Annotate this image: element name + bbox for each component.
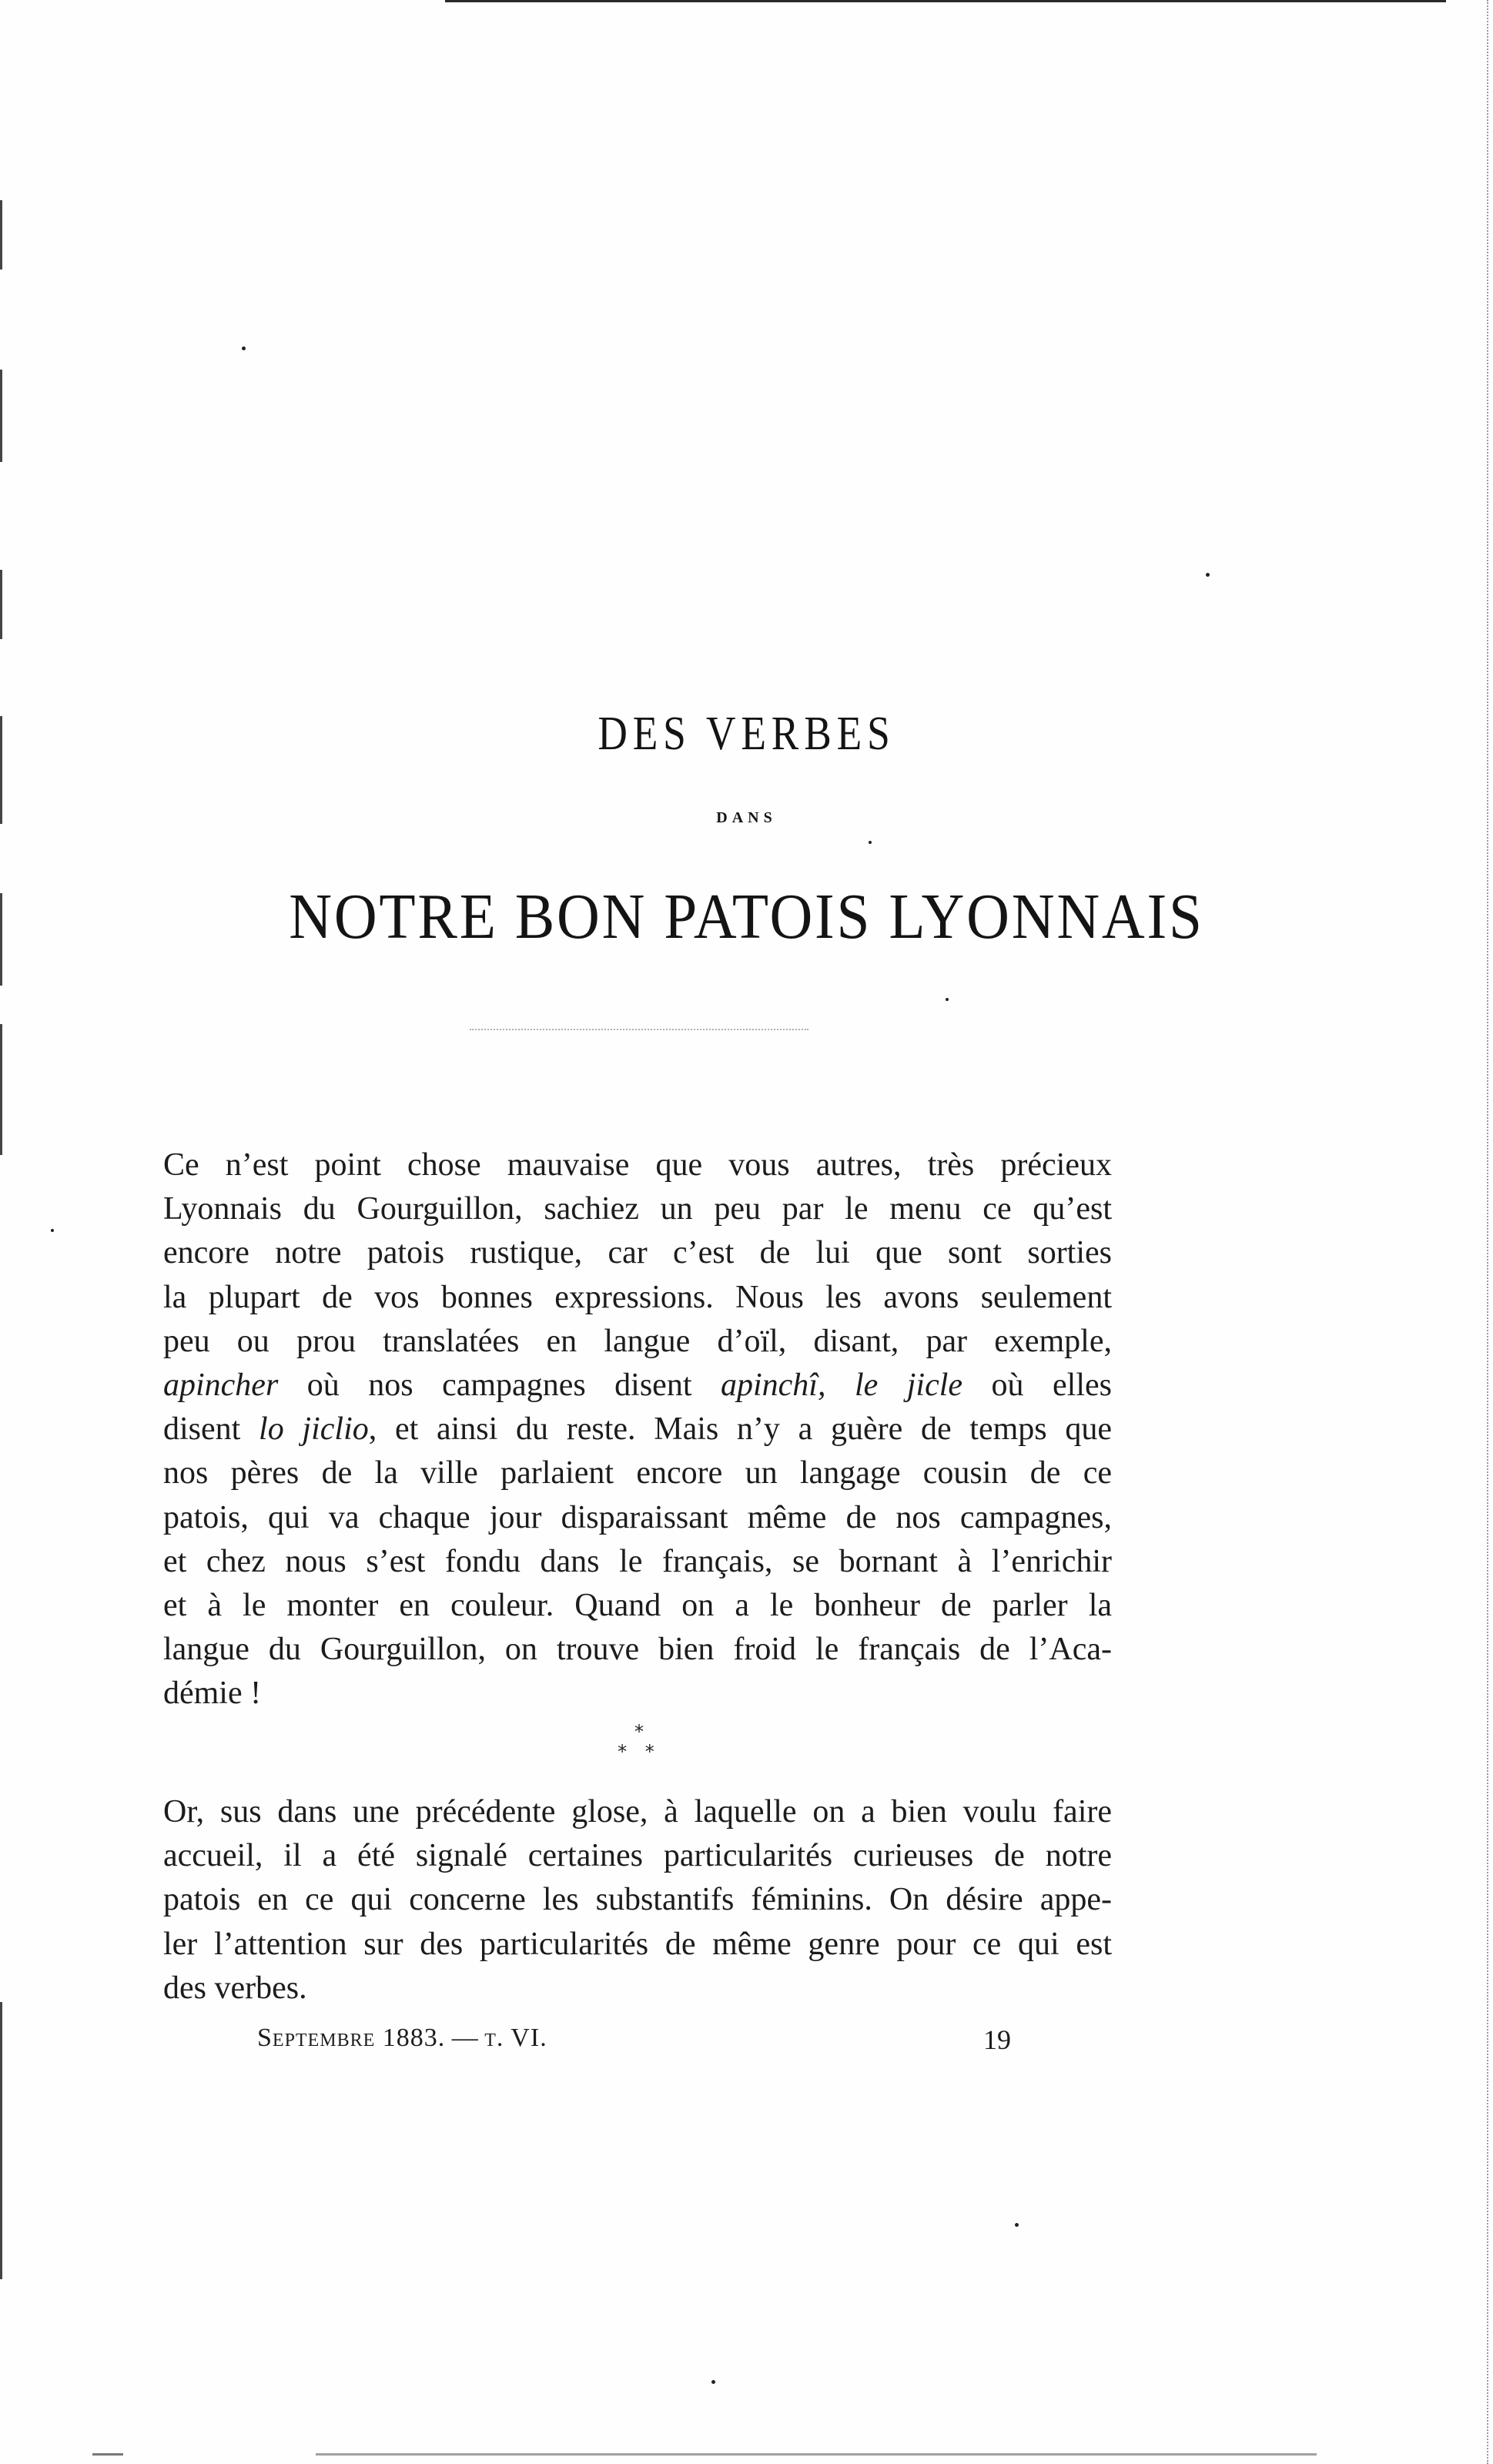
- text-fragment: disent: [163, 1411, 259, 1448]
- scan-left-edge-mark: [0, 370, 2, 462]
- footer-dash: —: [445, 2024, 485, 2052]
- scan-speck: [711, 2380, 715, 2384]
- text-fragment: où elles: [962, 1367, 1113, 1403]
- scan-speck: [242, 346, 246, 350]
- footer-volume: t. VI.: [484, 2024, 547, 2052]
- text-line: la plupart de vos bonnes expressions. Nous les avons seulement: [163, 1279, 1112, 1315]
- text-line: nos pères de la ville parlaient encore un langage cousin de ce: [163, 1455, 1112, 1491]
- scan-speck: [1206, 573, 1210, 577]
- italic-term: apinchî, le jicle: [721, 1367, 963, 1403]
- scan-faint-dots: [470, 1029, 808, 1032]
- text-line: patois, qui va chaque jour disparaissant même de nos campagnes,: [163, 1499, 1112, 1535]
- text-line: démie !: [163, 1676, 262, 1712]
- italic-term: lo jiclio: [259, 1411, 369, 1448]
- scan-left-edge-mark: [0, 200, 2, 270]
- page-number: 19: [983, 2024, 1011, 2055]
- text-line: [163, 1408, 1112, 1451]
- asterism-top: *: [634, 1721, 644, 1743]
- italic-term: apincher: [163, 1367, 279, 1403]
- scan-speck: [946, 998, 949, 1001]
- text-line: Ce n’est point chose mauvaise que vous autres, très précieux: [163, 1147, 1112, 1183]
- text-line: et à le monter en couleur. Quand on a le bonheur de parler la: [163, 1587, 1112, 1623]
- text-line: accueil, il a été signalé certaines particularités curieuses de notre: [163, 1838, 1112, 1874]
- text-line: [163, 1364, 1112, 1408]
- paragraph-1: [163, 1143, 1112, 1716]
- text-line: Or, sus dans une précédente glose, à laquelle on a bien voulu faire: [163, 1794, 1112, 1830]
- paragraph-2: [163, 1790, 1112, 2010]
- heading-des-verbes: DES VERBES: [598, 708, 895, 760]
- text-line: patois en ce qui concerne les substantifs féminins. On désire appe-: [163, 1882, 1112, 1918]
- scan-right-edge: [1485, 0, 1488, 2464]
- scan-left-edge-mark: [0, 2002, 2, 2279]
- text-line: Lyonnais du Gourguillon, sachiez un peu par le menu ce qu’est: [163, 1191, 1112, 1227]
- heading-dans: DANS: [716, 809, 777, 826]
- scan-top-rule: [445, 0, 1446, 2]
- scan-bottom-rule: [316, 2453, 1317, 2456]
- text-line: des verbes.: [163, 1970, 307, 2006]
- page-title: NOTRE BON PATOIS LYONNAIS: [289, 881, 1204, 952]
- text-line: ler l’attention sur des particularités de même genre pour ce qui est: [163, 1926, 1112, 1962]
- scan-left-edge-mark: [0, 716, 2, 824]
- scan-speck: [51, 1229, 54, 1232]
- asterism-bottom: * *: [618, 1741, 661, 1763]
- scan-bottom-rule: [92, 2453, 123, 2456]
- text-line: langue du Gourguillon, on trouve bien froid le français de l’Aca-: [163, 1632, 1112, 1668]
- text-line: et chez nous s’est fondu dans le français, se bornant à l’enrichir: [163, 1543, 1112, 1579]
- scan-left-edge-mark: [0, 570, 2, 639]
- scan-speck: [869, 841, 872, 844]
- scan-left-edge-mark: [0, 893, 2, 986]
- text-line: peu ou prou translatées en langue d’oïl, disant, par exemple,: [163, 1323, 1112, 1359]
- footer-date: Septembre 1883.: [257, 2024, 446, 2052]
- text-line: encore notre patois rustique, car c’est de lui que sont sorties: [163, 1235, 1112, 1271]
- scan-speck: [1015, 2223, 1019, 2227]
- text-fragment: où nos campagnes disent: [278, 1367, 721, 1403]
- text-fragment: , et ainsi du reste. Mais n’y a guère de temps que: [368, 1411, 1112, 1448]
- footer-signature: [257, 2024, 547, 2053]
- scan-left-edge-mark: [0, 1024, 2, 1155]
